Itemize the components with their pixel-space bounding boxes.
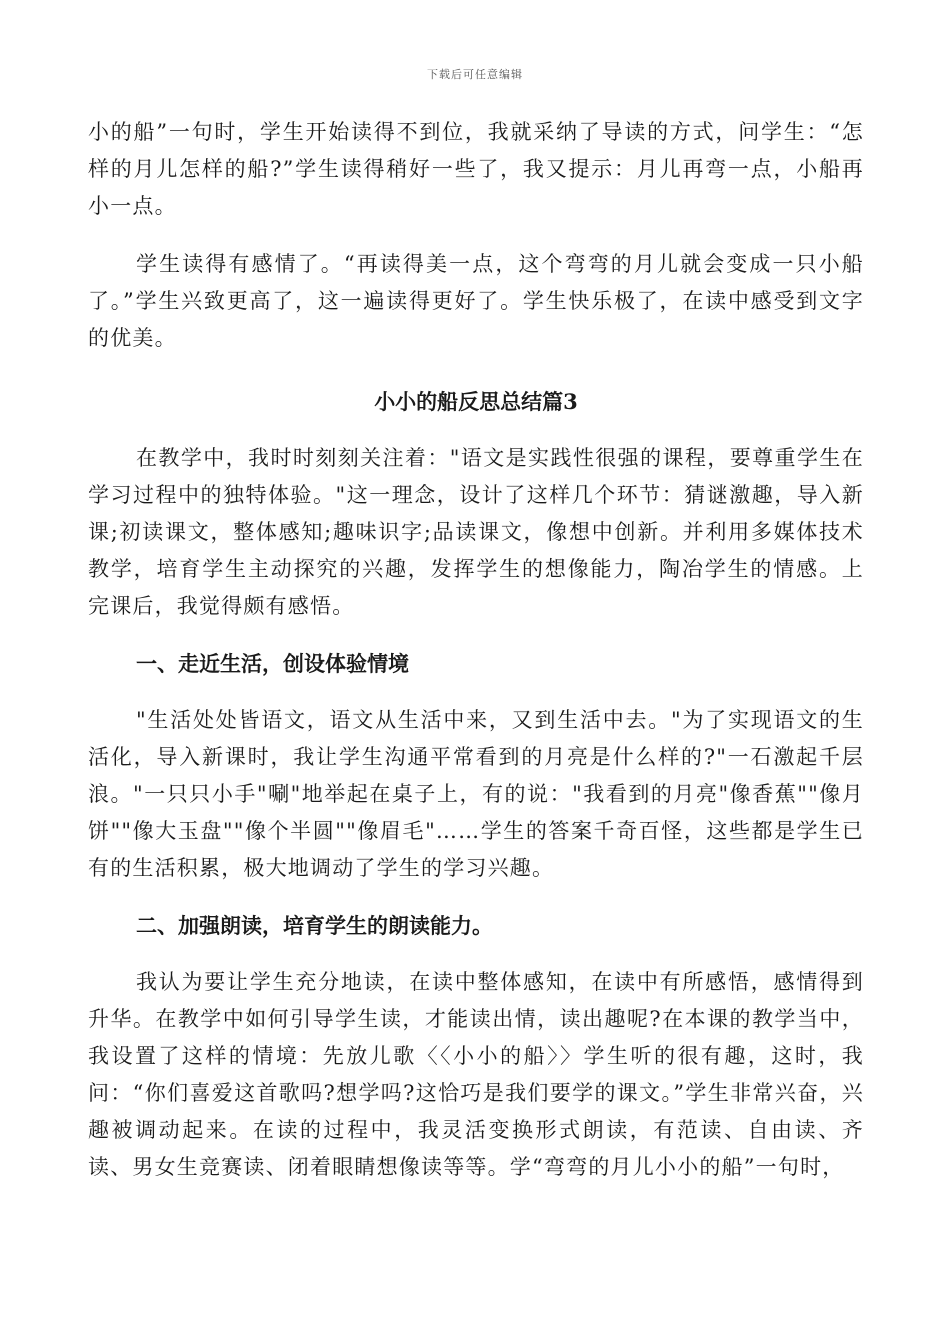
heading-2: 二、加强朗读，培育学生的朗读能力。 — [136, 913, 493, 938]
paragraph-5: 我认为要让学生充分地读，在读中整体感知，在读中有所感悟，感情得到升华。在教学中如何引导学生读，才能读出情，读出趣呢?在本课的教学当中，我设置了这样的情境：先放儿歌〈〈小小的船〉〉学生听的很有趣，这时，我问：“你们喜爱这首歌吗?想学吗?这恰巧是我们要学的课文。”学生非常兴奋，兴趣被调动起来。在读的过程中，我灵活变换形式朗读，有范读、自由读、齐读、男女生竞赛读、闭着眼睛想像读等等。学“弯弯的月儿小小的船”一句时， — [88, 970, 864, 1179]
document-body — [88, 114, 864, 1186]
paragraph-3: 在教学中，我时时刻刻关注着："语文是实践性很强的课程，要尊重学生在学习过程中的独特体验。"这一理念，设计了这样几个环节：猜谜激趣，导入新课;初读课文，整体感知;趣味识字;品读课文，像想中创新。并利用多媒体技术教学，培育学生主动探究的兴趣，发挥学生的想像能力，陶冶学生的情感。上完课后，我觉得颇有感悟。 — [88, 446, 864, 618]
paragraph-2: 学生读得有感情了。“再读得美一点，这个弯弯的月儿就会变成一只小船了。”学生兴致更高了，这一遍读得更好了。学生快乐极了，在读中感受到文字的优美。 — [88, 252, 864, 350]
section-title: 小小的船反思总结篇3 — [374, 389, 578, 414]
page-header: 下载后可任意编辑 — [427, 68, 523, 81]
paragraph-4: "生活处处皆语文，语文从生活中来，又到生活中去。"为了实现语文的生活化，导入新课时，我让学生沟通平常看到的月亮是什么样的?"一石激起千层浪。"一只只小手"唰"地举起在桌子上，有的说："我看到的月亮"像香蕉""像月饼""像大玉盘""像个半圆""像眉毛"……学生的答案千奇百怪，这些都是学生已有的生活积累，极大地调动了学生的学习兴趣。 — [88, 708, 864, 880]
paragraph-continuation: 小的船”一句时，学生开始读得不到位，我就采纳了导读的方式，问学生：“怎样的月儿怎样的船?”学生读得稍好一些了，我又提示：月儿再弯一点，小船再小一点。 — [88, 120, 864, 218]
heading-1: 一、走近生活，创设体验情境 — [136, 651, 409, 676]
